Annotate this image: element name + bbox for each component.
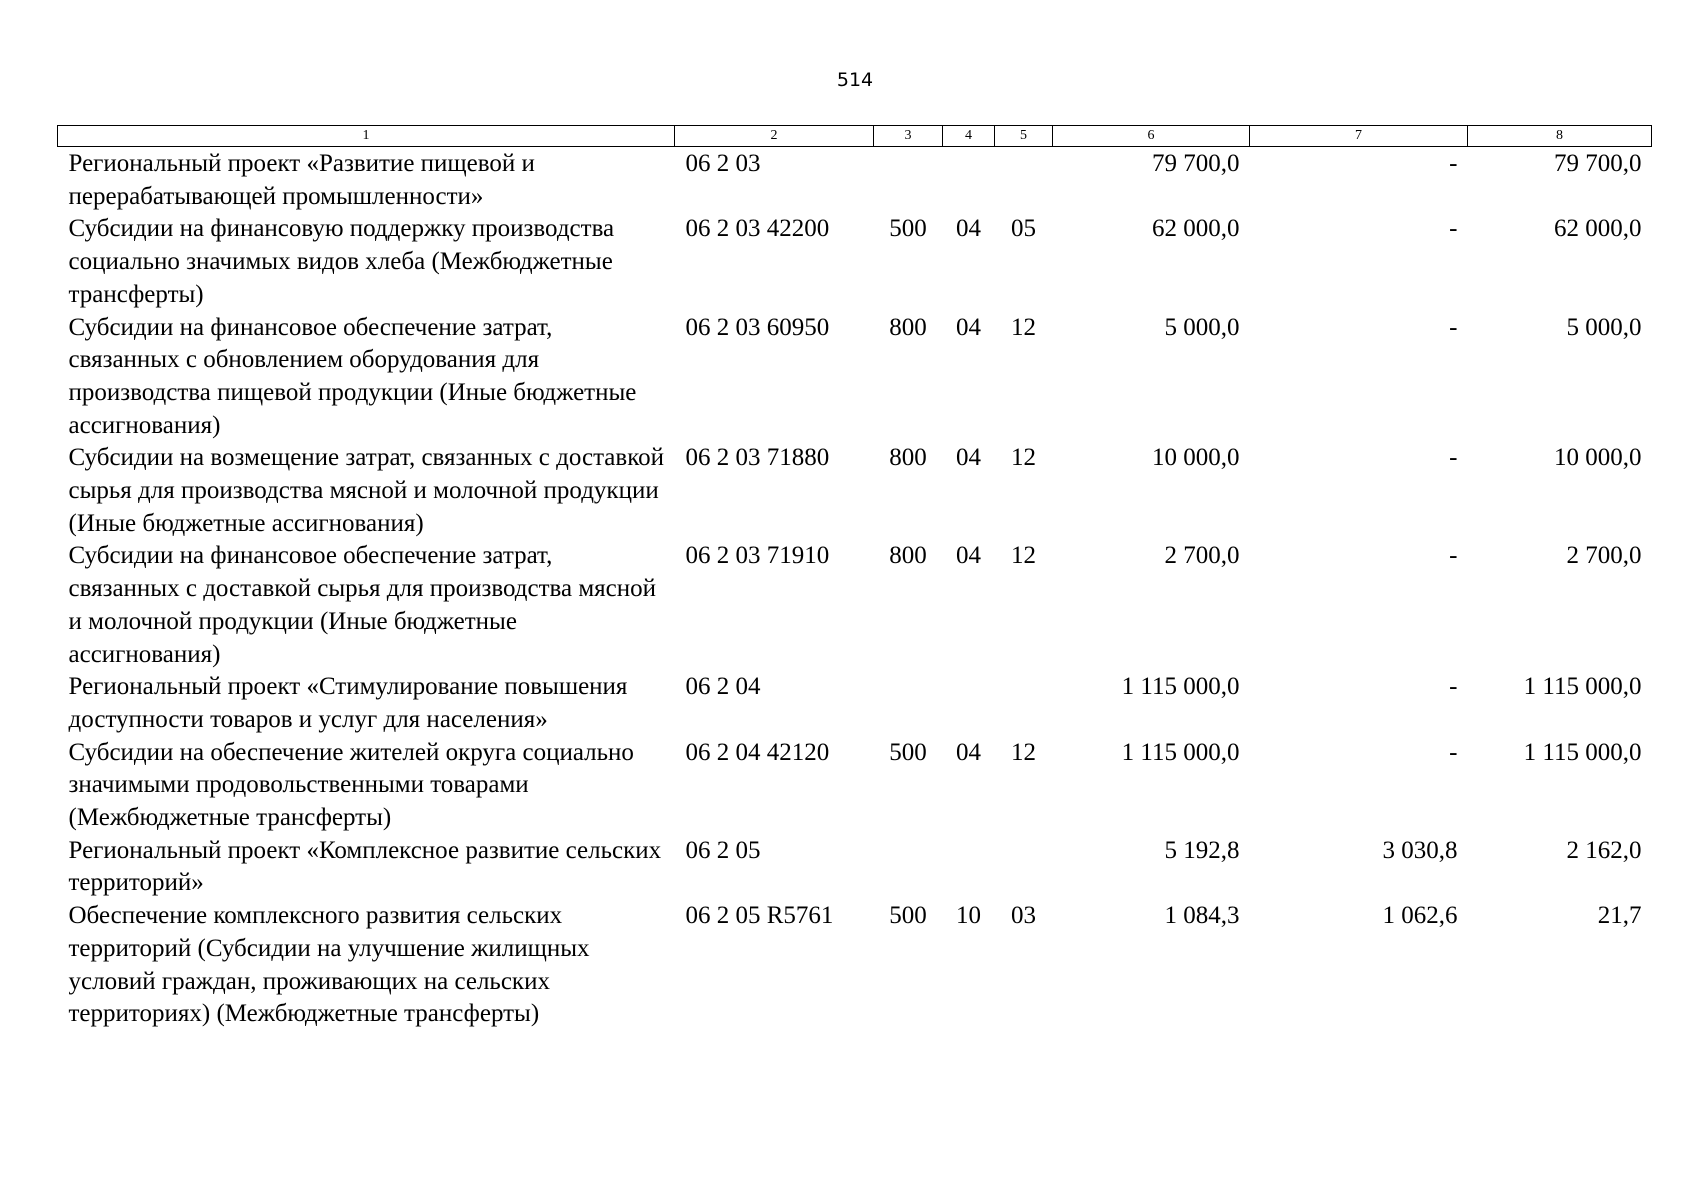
- header-col-8: 8: [1468, 126, 1652, 147]
- row-total: 10 000,0: [1152, 444, 1240, 472]
- row-name: Субсидии на возмещение затрат, связанных с доставкой сырья для производства мясной и молочной продукции (Иные бюджетные ассигнования): [68, 444, 664, 537]
- table-row: [58, 147, 1652, 214]
- row-name: Субсидии на обеспечение жителей округа социально значимыми продовольственными товарами (Межбюджетные трансферты): [68, 738, 634, 832]
- row-section: [943, 835, 995, 900]
- row-expense-type: [874, 671, 943, 736]
- row-federal: 1 062,6: [1382, 902, 1458, 930]
- row-code: 06 2 03: [685, 150, 761, 177]
- row-subsection: 03: [1011, 902, 1036, 930]
- row-name: Региональный проект «Комплексное развитие сельских территорий»: [68, 836, 662, 897]
- table-row: [58, 737, 1652, 835]
- row-federal: -: [1449, 150, 1458, 177]
- row-code: 06 2 03 42200: [685, 215, 830, 243]
- row-code: 06 2 03 71880: [685, 444, 830, 472]
- row-total: 1 084,3: [1164, 902, 1240, 930]
- row-total: 2 700,0: [1164, 542, 1240, 570]
- row-section: [943, 147, 995, 214]
- row-expense-type: 800: [889, 444, 927, 472]
- header-col-2: 2: [675, 126, 874, 147]
- row-expense-type: 500: [889, 738, 927, 766]
- row-subsection: [995, 671, 1053, 736]
- row-section: 10: [956, 902, 981, 930]
- row-code: 06 2 03 71910: [685, 542, 830, 570]
- row-name: Субсидии на финансовую поддержку производства социально значимых видов хлеба (Межбюджетные трансферты): [68, 215, 615, 308]
- row-expense-type: 500: [889, 902, 927, 930]
- row-federal: -: [1449, 673, 1458, 701]
- row-section: 04: [956, 444, 981, 472]
- row-subsection: 12: [1011, 313, 1036, 341]
- page-number: 514: [836, 69, 874, 91]
- table-row: [58, 442, 1652, 540]
- row-name: Субсидии на финансовое обеспечение затрат, связанных с доставкой сырья для производства мясной и молочной продукции (Иные бюджетные ассигнования): [68, 542, 657, 668]
- row-expense-type: 800: [889, 313, 927, 341]
- table-row: [58, 540, 1652, 671]
- row-subsection: 05: [1011, 215, 1036, 243]
- row-total: 62 000,0: [1152, 215, 1240, 243]
- row-regional: 62 000,0: [1554, 215, 1642, 243]
- table-row: [58, 900, 1652, 1031]
- row-code: 06 2 05: [685, 836, 761, 864]
- row-expense-type: [874, 147, 943, 214]
- table-row: [58, 835, 1652, 900]
- table-row: [58, 671, 1652, 736]
- row-subsection: [995, 835, 1053, 900]
- budget-table: [57, 125, 1652, 1031]
- row-section: 04: [956, 542, 981, 570]
- row-expense-type: 800: [889, 542, 927, 570]
- table-header: [58, 126, 1652, 147]
- row-federal: -: [1449, 313, 1458, 341]
- header-col-3: 3: [874, 126, 943, 147]
- row-name: Региональный проект «Стимулирование повышения доступности товаров и услуг для населения»: [68, 673, 628, 733]
- table-body: [58, 147, 1652, 1031]
- row-regional: 2 700,0: [1566, 542, 1642, 570]
- row-expense-type: [874, 835, 943, 900]
- row-total: 1 115 000,0: [1121, 673, 1240, 701]
- row-code: 06 2 04 42120: [685, 738, 830, 766]
- row-regional: 21,7: [1597, 902, 1642, 930]
- row-section: 04: [956, 313, 981, 341]
- row-section: 04: [956, 215, 981, 243]
- row-regional: 1 115 000,0: [1523, 673, 1642, 701]
- row-regional: 79 700,0: [1554, 150, 1642, 177]
- row-federal: 3 030,8: [1382, 836, 1458, 864]
- row-section: [943, 671, 995, 736]
- row-regional: 5 000,0: [1566, 313, 1642, 341]
- row-total: 5 192,8: [1164, 836, 1240, 864]
- row-federal: -: [1449, 738, 1458, 766]
- header-col-7: 7: [1250, 126, 1468, 147]
- row-name: Региональный проект «Развитие пищевой и перерабатывающей промышленности»: [68, 150, 535, 210]
- table-row: [58, 213, 1652, 311]
- header-col-1: 1: [58, 126, 675, 147]
- row-code: 06 2 03 60950: [685, 313, 830, 341]
- row-regional: 1 115 000,0: [1523, 738, 1642, 766]
- row-section: 04: [956, 738, 981, 766]
- row-subsection: 12: [1011, 444, 1036, 472]
- row-subsection: 12: [1011, 738, 1036, 766]
- row-code: 06 2 04: [685, 673, 761, 701]
- row-federal: -: [1449, 542, 1458, 570]
- row-total: 5 000,0: [1164, 313, 1240, 341]
- row-regional: 2 162,0: [1566, 836, 1642, 864]
- header-col-6: 6: [1053, 126, 1250, 147]
- header-col-4: 4: [943, 126, 995, 147]
- row-subsection: 12: [1011, 542, 1036, 570]
- row-name: Обеспечение комплексного развития сельских территорий (Субсидии на улучшение жилищных условий граждан, проживающих на сельских территориях) (Межбюджетные трансферты): [68, 902, 590, 1028]
- header-col-5: 5: [995, 126, 1053, 147]
- row-expense-type: 500: [889, 215, 927, 243]
- row-federal: -: [1449, 444, 1458, 472]
- header-row: [58, 126, 1652, 147]
- row-total: 79 700,0: [1152, 150, 1240, 177]
- row-total: 1 115 000,0: [1121, 738, 1240, 766]
- row-subsection: [995, 147, 1053, 214]
- row-regional: 10 000,0: [1554, 444, 1642, 472]
- row-name: Субсидии на финансовое обеспечение затрат, связанных с обновлением оборудования для производства пищевой продукции (Иные бюджетные ассигнования): [68, 313, 637, 439]
- row-code: 06 2 05 R5761: [685, 902, 834, 930]
- table-row: [58, 312, 1652, 443]
- row-federal: -: [1449, 215, 1458, 243]
